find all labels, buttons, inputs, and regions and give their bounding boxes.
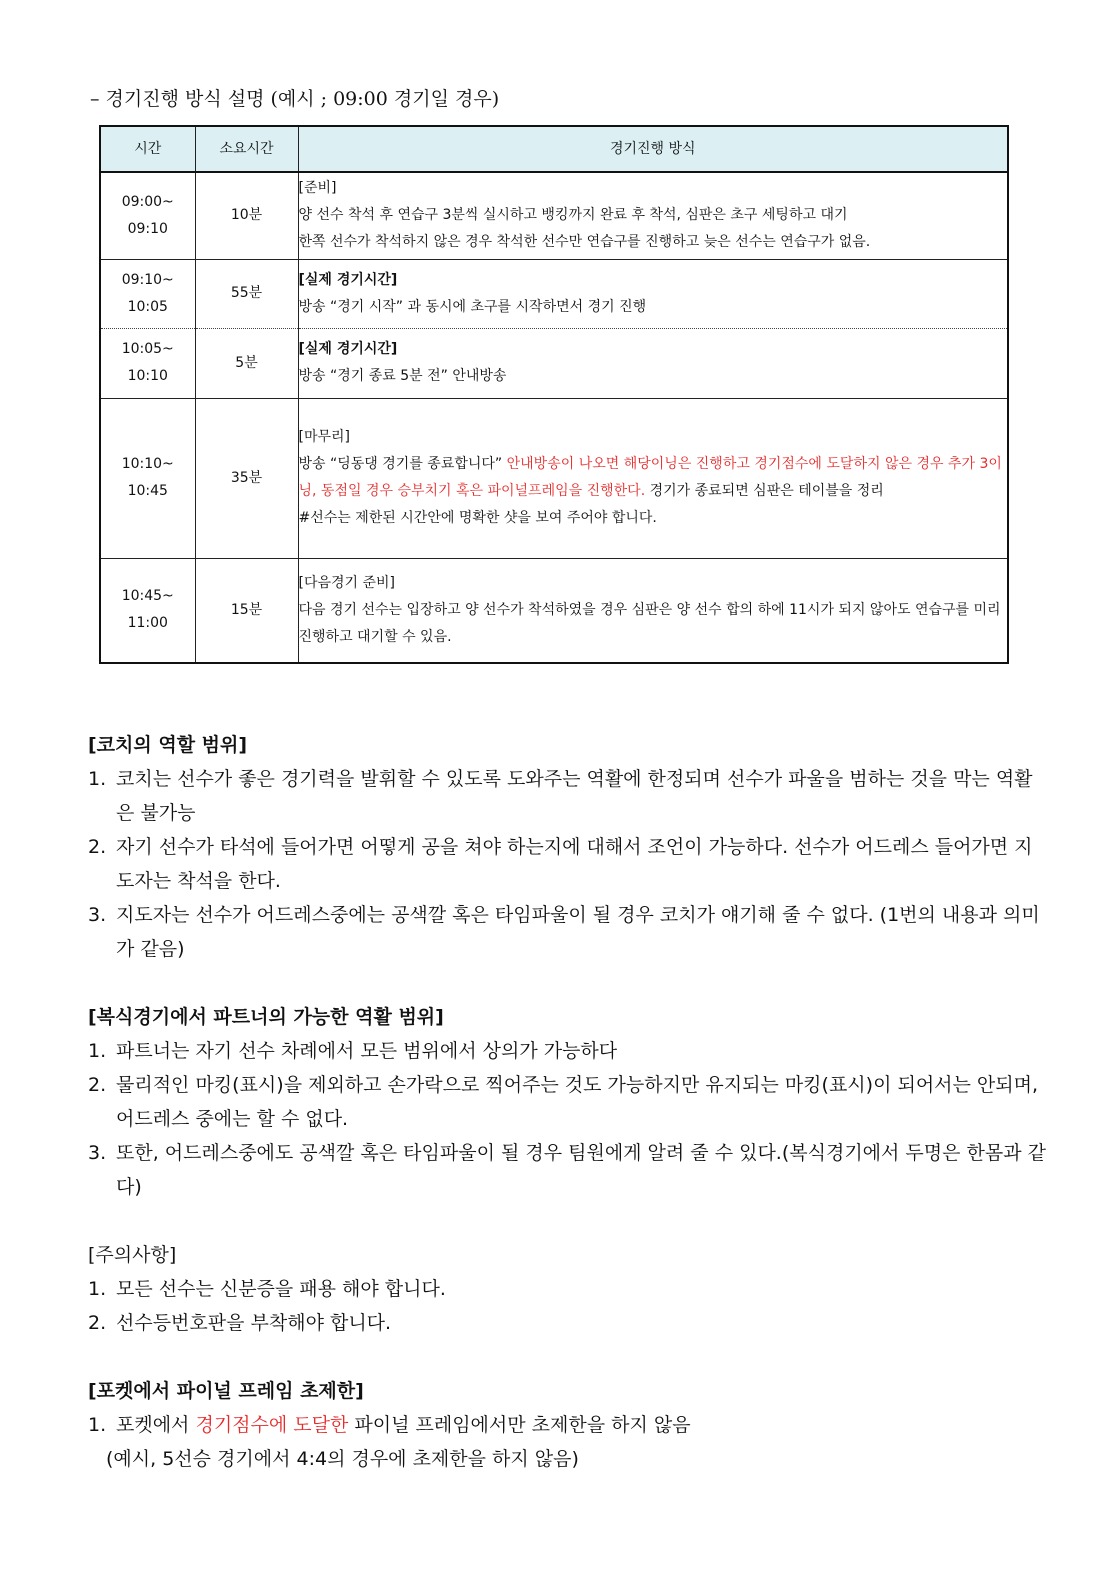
table-row — [100, 558, 1008, 663]
method-title: [준비] — [298, 180, 337, 197]
duration-cell: 35분 — [195, 398, 298, 558]
list-item: 2. 선수등번호판을 부착해야 합니다. — [88, 1312, 392, 1334]
list-item: 1. 포켓에서 경기점수에 도달한 파이널 프레임에서만 초제한을 하지 않음 — [88, 1414, 691, 1436]
method-cell — [298, 259, 1008, 328]
list-item: 1. 모든 선수는 신분증을 패용 해야 합니다. — [88, 1278, 446, 1300]
duration-cell: 15분 — [195, 558, 298, 663]
method-title: [실제 경기시간] — [298, 341, 398, 357]
time-start: 10:45~ — [121, 588, 174, 605]
list-item: 2. 물리적인 마킹(표시)을 제외하고 손가락으로 찍어주는 것도 가능하지만 유지되는 마킹(표시)이 되어서는 안되며, 어드레스 중에는 할 수 없다. — [88, 1074, 1039, 1130]
time-end: 11:00 — [127, 615, 168, 632]
table-row — [100, 328, 1008, 398]
page-heading: – 경기진행 방식 설명 (예시 ; 09:00 경기일 경우) — [90, 88, 500, 110]
rules-sections — [88, 728, 1048, 1476]
method-cell — [298, 558, 1008, 663]
time-cell — [100, 558, 195, 663]
table-row — [100, 398, 1008, 558]
time-start: 09:10~ — [121, 271, 174, 288]
method-text: 방송 “딩동댕 경기를 종료합니다” — [298, 456, 507, 472]
schedule-table — [99, 125, 1009, 664]
method-title: [실제 경기시간] — [298, 271, 398, 288]
header-duration: 소요시간 — [195, 126, 298, 172]
caution-section — [88, 1238, 1048, 1340]
list-item: 1. 코치는 선수가 좋은 경기력을 발휘할 수 있도록 도와주는 역활에 한정되며 선수가 파울을 범하는 것을 막는 역활은 불가능 — [88, 768, 1033, 824]
time-cell — [100, 172, 195, 259]
section-title: [복식경기에서 파트너의 가능한 역활 범위] — [88, 1006, 444, 1028]
list-item: 2. 자기 선수가 타석에 들어가면 어떻게 공을 쳐야 하는지에 대해서 조언이 가능하다. 선수가 어드레스 들어가면 지도자는 착석을 한다. — [88, 836, 1033, 892]
list-item: 1. 파트너는 자기 선수 차례에서 모든 범위에서 상의가 가능하다 — [88, 1040, 618, 1062]
time-end: 10:05 — [127, 298, 168, 315]
duration-cell: 10분 — [195, 172, 298, 259]
example-note: (예시, 5선승 경기에서 4:4의 경우에 초제한을 하지 않음) — [106, 1448, 579, 1470]
table-row — [100, 259, 1008, 328]
method-line: 한쪽 선수가 착석하지 않은 경우 착석한 선수만 연습구를 진행하고 늦은 선수는 연습구가 없음. — [298, 234, 871, 251]
method-cell — [298, 328, 1008, 398]
method-cell — [298, 398, 1008, 558]
pocket-section — [88, 1374, 1048, 1476]
method-text-highlight: 안내방송이 나오면 해당이닝은 진행하고 경기점수에 도달하지 않은 경우 추가 3이닝, 동점일 경우 승부치기 혹은 파이널프레임을 진행한다. — [298, 456, 1002, 499]
method-line: 양 선수 착석 후 연습구 3분씩 실시하고 뱅킹까지 완료 후 착석, 심판은 초구 세팅하고 대기 — [298, 207, 848, 224]
table-header-row — [100, 126, 1008, 172]
time-start: 10:05~ — [121, 341, 174, 357]
method-cell — [298, 172, 1008, 259]
method-text: 경기가 종료되면 심판은 테이블을 정리 — [645, 483, 884, 499]
time-cell — [100, 398, 195, 558]
table-row — [100, 172, 1008, 259]
method-line: 다음 경기 선수는 입장하고 양 선수가 착석하였을 경우 심판은 양 선수 합의 하에 11시가 되지 않아도 연습구를 미리 진행하고 대기할 수 있음. — [298, 601, 1001, 645]
list-item: 3. 지도자는 선수가 어드레스중에는 공색깔 혹은 타임파울이 될 경우 코치가 얘기해 줄 수 없다. (1번의 내용과 의미가 같음) — [88, 904, 1040, 960]
header-method: 경기진행 방식 — [298, 126, 1008, 172]
duration-cell: 5분 — [195, 328, 298, 398]
time-cell — [100, 259, 195, 328]
method-line: 방송 “경기 종료 5분 전” 안내방송 — [298, 368, 507, 384]
section-title: [주의사항] — [88, 1244, 177, 1266]
list-item: 3. 또한, 어드레스중에도 공색깔 혹은 타임파울이 될 경우 팀원에게 알려 줄 수 있다.(복식경기에서 두명은 한몸과 같다) — [88, 1142, 1046, 1198]
method-title: [다음경기 준비] — [298, 574, 396, 591]
time-start: 10:10~ — [121, 456, 174, 472]
coach-section — [88, 728, 1048, 966]
method-line: 방송 “경기 시작” 과 동시에 초구를 시작하면서 경기 진행 — [298, 298, 647, 315]
section-title: [코치의 역할 범위] — [88, 734, 248, 756]
time-end: 10:45 — [127, 483, 168, 499]
method-title: [마무리] — [298, 429, 350, 445]
section-title: [포켓에서 파이널 프레임 초제한] — [88, 1380, 364, 1402]
partner-section — [88, 1000, 1048, 1204]
duration-cell: 55분 — [195, 259, 298, 328]
highlight-text: 경기점수에 도달한 — [195, 1414, 349, 1436]
time-cell — [100, 328, 195, 398]
time-end: 09:10 — [127, 220, 168, 237]
header-time: 시간 — [100, 126, 195, 172]
time-end: 10:10 — [127, 368, 168, 384]
time-start: 09:00~ — [121, 193, 174, 210]
method-note: #선수는 제한된 시간안에 명확한 샷을 보여 주어야 합니다. — [298, 510, 657, 526]
